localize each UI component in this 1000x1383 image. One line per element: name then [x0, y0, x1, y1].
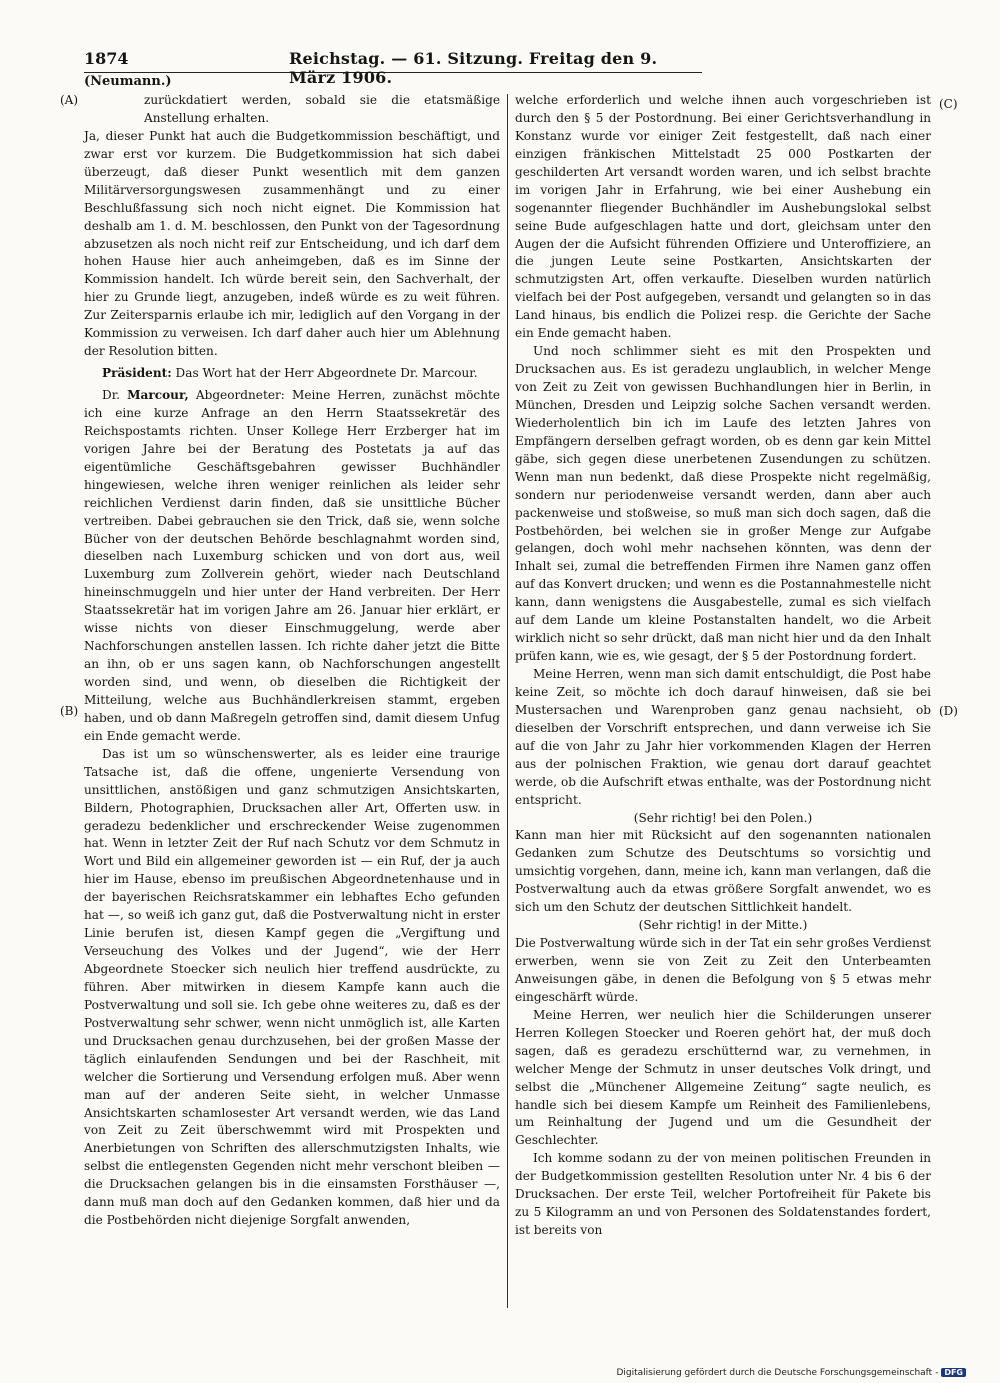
paragraph: Ja, dieser Punkt hat auch die Budgetkommission beschäftigt, und zwar erst vor kurzem. Die Budgetkommission hat sich dabei überzeugt, daß dieser Punkt wesentlich mit dem ganzen Militärversorgungswesen zusammenhängt und zu einer Beschlußfassung sich noch nicht eignet. Die Kommission hat deshalb am 1. d. M. beschlossen, den Punkt von der Tagesordnung abzusetzen als noch nicht reif zur Entscheidung, und ich darf dem hohen Hause hier auch anheimgeben, daß es im Sinne der Kommission handelt. Ich würde bereit sein, den Sachverhalt, der hier zu Grunde liegt, anzugeben, indeß würde es zu weit führen. Zur Zeitersparnis erlaube ich mir, lediglich auf den Vorgang in der Kommission zu verweisen. Ich darf daher auch hier um Ablehnung der Resolution bitten.	[84, 128, 500, 359]
margin-marker-c: (C)	[939, 97, 958, 111]
paragraph: zurückdatiert werden, sobald sie die etatsmäßige Anstellung erhalten.	[144, 93, 500, 125]
page-number: 1874	[84, 49, 129, 68]
paragraph: Ich komme sodann zu der von meinen politischen Freunden in der Budgetkommission gestellten Resolution unter Nr. 4 bis 6 der Drucksachen. Der erste Teil, welcher Portofreiheit für Pakete bis zu 5 Kilogramm an und von Personen des Soldatenstandes fordert, ist bereits von	[515, 1151, 931, 1238]
margin-marker-b: (B)	[60, 704, 79, 718]
paragraph: Dr. Marcour, Abgeordneter: Meine Herren, zunächst möchte ich eine kurze Anfrage an den Herrn Staatssekretär des Reichspostamts richten. Unser Kollege Herr Erzberger hat im vorigen Jahre bei der Beratung des Postetats ja auf das eigentümliche Geschäftsgebahren gewisser Buchhändler hingewiesen, welche ihren weniger reinlichen als leider sehr reichlichen Verdienst darin finden, daß sie unsittliche Bücher vertreiben. Dabei gebrauchen sie den Trick, daß sie, wenn solche Bücher von der deutschen Behörde beschlagnahmt worden sind, dieselben nach Luxemburg schicken und von dort aus, weil Luxemburg zum Zollverein gehört, wieder nach Deutschland hineinschmuggeln und hier unter der Hand verbreiten. Der Herr Staatssekretär hat im vorigen Jahre am 26. Januar hier erklärt, er wisse nichts von dieser Einschmuggelung, werde aber Nachforschungen anstellen lassen. Ich richte daher jetzt die Bitte an ihn, ob er uns sagen kann, ob Nachforschungen angestellt worden sind, und wenn, ob dieselben die Richtigkeit der Mitteilung, welche aus Buchhändlerkreisen stammt, ergeben haben, und ob dann Maßregeln getroffen sind, damit diesem Unfug ein Ende gemacht werde.	[84, 388, 500, 743]
column-divider	[507, 94, 508, 1308]
margin-marker-a: (A)	[60, 93, 79, 107]
footer-credit	[616, 1368, 966, 1378]
paragraph: Kann man hier mit Rücksicht auf den sogenannten nationalen Gedanken zum Schutze des Deutschtums so vorsichtig und umsichtig vorgehen, dann, meine ich, kann man verlangen, daß die Postverwaltung auch da etwas größere Sorgfalt anwendet, wo es sich um den Schutz der deutschen Sittlichkeit handelt.	[515, 828, 931, 915]
paragraph: Und noch schlimmer sieht es mit den Prospekten und Drucksachen aus. Es ist geradezu unglaublich, in welcher Menge von Zeit zu Zeit von gewissen Buchhandlungen hier in Berlin, in München, Dresden und Leipzig solche Sachen versandt werden. Wiederholentlich bin ich im Laufe des letzten Jahres von Empfängern derselben gefragt worden, ob es denn gar kein Mittel gäbe, sich gegen diese unerbetenen Zusendungen zu schützen. Wenn man nun bedenkt, daß diese Prospekte nicht regelmäßig, sondern nur periodenweise versandt werden, dann aber auch packenweise und stoßweise, so muß man sich doch sagen, daß die Postbehörden, bei welchen sie in großer Menge zur Aufgabe gelangen, doch wohl mehr nachsehen könnten, was denn der Inhalt sei, zumal die betreffenden Firmen ihre Namen ganz offen auf das Konvert drucken; und wenn es die Postannahmestelle nicht kann, dann wenigstens die Ausgabestelle, zumal es sich vielfach auf dem Lande um kleine Postanstalten handelt, wo die Arbeit wirklich nicht so sehr drückt, daß man nicht hier und da den Inhalt prüfen kann, wie es, wie gesagt, der § 5 der Postordnung fordert.	[515, 344, 931, 664]
paragraph: Die Postverwaltung würde sich in der Tat ein sehr großes Verdienst erwerben, wenn sie von Zeit zu Zeit den Unterbeamten Anweisungen gäbe, in denen die Befolgung von § 5 etwas mehr eingeschärft würde.	[515, 936, 931, 1004]
paragraph: Meine Herren, wer neulich hier die Schilderungen unserer Herren Kollegen Stoecker und Roeren gehört hat, der muß doch sagen, daß es geradezu erschütternd war, zu vernehmen, in welcher Menge der Schmutz in unser deutsches Volk dringt, und selbst die „Münchener Allgemeine Zeitung“ sagte neulich, es handle sich bei diesem Kampfe um Reinheit des Familienlebens, um Reinhaltung der Jugend und um die Gesundheit der Geschlechter.	[515, 1007, 931, 1148]
footer-text: Digitalisierung gefördert durch die Deutsche Forschungsgemeinschaft -	[616, 1368, 939, 1378]
paragraph: welche erforderlich und welche ihnen auch vorgeschrieben ist durch den § 5 der Postordnung. Bei einer Gerichtsverhandlung in Konstanz wurde vor einiger Zeit festgestellt, daß nach einer einzigen fränkischen Mittelstadt 25 000 Postkarten der geschilderten Art versandt worden waren, und ich selbst brachte im vorigen Jahr in Erfahrung, wie bei einer Aushebung ein sogenannter fliegender Buchhändler im Aushebungslokal selbst seine Bude aufgeschlagen hatte und dort, gleichsam unter den Augen der die Aufsicht führenden Offiziere und Unteroffiziere, an die jungen Leute seine Postkarten, Ansichtskarten der schmutzigsten Art, offen verkaufte. Dieselben wurden natürlich vielfach bei der Post aufgegeben, versandt und gelangten so in das Land hinaus, bis endlich die Polizei resp. die Gerichte der Sache ein Ende gemacht haben.	[515, 93, 931, 341]
speaker-label: Präsident:	[102, 366, 172, 381]
speaker-label: Marcour,	[127, 388, 189, 402]
interjection: (Sehr richtig! in der Mitte.)	[638, 918, 808, 933]
margin-marker-d: (D)	[939, 704, 958, 718]
paragraph: Das ist um so wünschenswerter, als es leider eine traurige Tatsache ist, daß die offene, ungenierte Versendung von unsittlichen, anstößigen und ganz schmutzigen Ansichtskarten, Bildern, Photographien, Drucksachen aller Art, Offerten usw. in geradezu bedenklicher und erschreckender Weise zugenommen hat. Wenn in letzter Zeit der Ruf nach Schutz vor dem Schmutz in Wort und Bild ein allgemeiner geworden ist — ein Ruf, der ja auch hier im Hause, ebenso im preußischen Abgeordnetenhause und in der bayerischen Reichsratskammer ein lebhaftes Echo gefunden hat —, so weiß ich ganz gut, daß die Postverwaltung nicht in erster Linie berufen ist, diesen Kampf gegen die „Vergiftung und Verseuchung des Volkes und der Jugend“, wie der Herr Abgeordnete Stoecker sich neulich hier treffend ausdrückte, zu führen. Aber mitwirken in diesem Kampfe kann auch die Postverwaltung und soll sie. Ich gebe ohne weiteres zu, daß es der Postverwaltung sehr schwer, wenn nicht unmöglich ist, alle Karten und Drucksachen genau durchzusehen, bei der großen Masse der täglich einlaufenden Sendungen und bei der Raschheit, mit welcher die Sortierung und Versendung erfolgen muß. Aber wenn man auf der anderen Seite sieht, in welcher Unmasse Ansichtskarten schamlosester Art versandt werden, wie das Land von Zeit zu Zeit überschwemmt wird mit Prospekten und Anerbietungen von Schriften des allerschmutzigsten Inhalts, wie selbst die entlegensten Gegenden nicht mehr verschont bleiben — die Drucksachen gelangen bis in die einsamsten Forsthäuser —, dann muß man doch auf den Gedanken kommen, daß hier und da die Postbehörden nicht diejenige Sorgfalt anwenden,	[84, 746, 500, 1228]
page-title: Reichstag. — 61. Sitzung. Freitag den 9. März 1906.	[289, 49, 658, 87]
right-column	[515, 92, 931, 1240]
paragraph: Präsident: Das Wort hat der Herr Abgeordnete Dr. Marcour.	[102, 366, 478, 381]
dfg-logo-icon: DFG	[941, 1368, 966, 1377]
speaker-tag: (Neumann.)	[84, 74, 172, 89]
paragraph: Meine Herren, wenn man sich damit entschuldigt, die Post habe keine Zeit, so möchte ich doch darauf hinweisen, daß sie bei Mustersachen und Warenproben ganz genau nachsieht, ob dieselben der Vorschrift entsprechen, und dann verweise ich Sie auf die von Jahr zu Jahr hier vorkommenden Klagen der Herren aus der polnischen Fraktion, wie genau dort darauf geachtet werde, ob die Aufschrift etwas enthalte, was der Postordnung nicht entspricht.	[515, 667, 931, 807]
left-column	[84, 92, 500, 1230]
interjection: (Sehr richtig! bei den Polen.)	[633, 810, 813, 825]
